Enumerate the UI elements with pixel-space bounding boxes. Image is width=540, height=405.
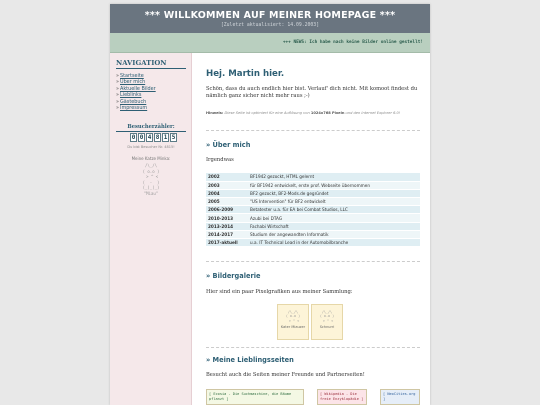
page-header (110, 4, 430, 33)
gallery-image[interactable] (311, 304, 343, 340)
nav-link-gaestebuch[interactable]: Gästebuch (120, 98, 147, 105)
cat-ascii-art: /\_/\ ( o.o ) > ^ < ( - ) (_)_(_) "Miau" (142, 163, 160, 196)
table-row (206, 214, 420, 222)
about-heading: » Über mich (206, 141, 251, 149)
favorite-links (206, 389, 420, 405)
table-row (206, 181, 420, 189)
cv-year: 2003 (206, 181, 248, 189)
news-bar (110, 33, 430, 53)
news-text: Ich habe nach keine Bilder online gestellt! (309, 40, 423, 45)
divider (206, 130, 420, 131)
navigation-list (116, 73, 156, 111)
nav-link-aktuelle-bilder[interactable]: Aktuelle Bilder (120, 85, 156, 92)
divider (206, 347, 420, 348)
main-content (200, 53, 426, 405)
counter-digit: 0 (139, 134, 144, 141)
about-subtext: Irgendwas (206, 157, 234, 163)
link-wikipedia[interactable]: [ Wikipedia - Die freie Enzyklopädie ] (317, 389, 367, 405)
cv-text: Studium der angewandten Informatik (248, 230, 420, 238)
link-ecosia[interactable]: [ Ecosia - Die Suchmaschine, die Bäume pflanzt ] (206, 389, 304, 405)
news-prefix: +++ NEWS: (282, 40, 307, 45)
cv-text: Betatester u.a. für EA bei Combat Studios, LLC (248, 206, 420, 214)
table-row (206, 173, 420, 181)
hint-text-1: Diese Seite ist optimiert für eine Auflösung von (223, 111, 311, 115)
table-row (206, 198, 420, 206)
table-row (206, 230, 420, 238)
cv-year: 2010-2013 (206, 214, 248, 222)
cv-year: 2014-2017 (206, 230, 248, 238)
gallery-subtext: Hier sind ein paar Pixelgrafiken aus meiner Sammlung: (206, 289, 353, 295)
cv-text: u.a. IT Technical Lead in der Automobilbranche (248, 239, 420, 247)
counter-digit: 8 (155, 134, 160, 141)
cv-year: 2002 (206, 173, 248, 181)
cv-text: BF2 gezockt, BF2-Mods.de gegründet (248, 189, 420, 197)
gallery-heading: » Bildergalerie (206, 272, 261, 280)
nav-item-ueber-mich[interactable]: »Über mich (116, 79, 146, 86)
image-gallery (277, 304, 343, 340)
divider (206, 261, 420, 262)
link-neocities[interactable]: [ NeoCities.org ] (380, 389, 420, 405)
cv-year: 2006-2009 (206, 206, 248, 214)
visitor-counter (130, 133, 177, 142)
cv-text: "US Intervention" für BF2 entwickelt (248, 198, 420, 206)
cv-text: für BF1942 entwickelt, erste prof. Webseite übernommen (248, 181, 420, 189)
cv-year: 2004 (206, 189, 248, 197)
gallery-image-caption: Kater Miauzer (280, 325, 306, 330)
last-updated: [Zuletzt aktualisiert: 14.09.2003] (220, 23, 320, 28)
counter-digit: 1 (163, 134, 168, 141)
cv-text: Fachabi Wirtschaft (248, 222, 420, 230)
pixel-cat-art: /\_/\ ( o.o ) > ^ < (285, 310, 301, 323)
hint-text-2: und den Internet Explorer 6.0! (344, 111, 401, 115)
nav-item-aktuelle-bilder[interactable]: »Aktuelle Bilder (116, 85, 156, 92)
counter-digit: 4 (147, 134, 152, 141)
browser-hint (206, 111, 420, 116)
links-heading: » Meine Lieblingsseiten (206, 356, 294, 364)
sidebar (110, 53, 192, 405)
nav-link-startseite[interactable]: Startseite (120, 73, 144, 79)
cv-year: 2005 (206, 198, 248, 206)
cv-text: Azubi bei DTAG (248, 214, 420, 222)
table-row (206, 189, 420, 197)
nav-link-lieblinks[interactable]: Lieblinks (120, 92, 142, 99)
nav-item-lieblinks[interactable]: »Lieblinks (116, 92, 142, 99)
cv-year: 2013-2014 (206, 222, 248, 230)
hint-label: Hinweis: (206, 111, 224, 115)
nav-link-impressum[interactable]: Impressum (120, 105, 148, 112)
hint-resolution: 1024x768 Pixeln (310, 111, 345, 115)
visitor-number-note: Du bist Besucher Nr. 4815! (127, 145, 175, 149)
cv-text: BF1942 gezockt, HTML gelernt (248, 173, 420, 181)
table-row (206, 222, 420, 230)
table-row (206, 239, 420, 247)
page-title: *** WILLKOMMEN AUF MEINER HOMEPAGE *** (144, 10, 396, 21)
nav-link-ueber-mich[interactable]: Über mich (120, 79, 146, 86)
intro-text: Schön, dass du auch endlich hier bist. Verlauf' dich nicht. Mit komoot findest du nämlich ganz sicher nicht mehr raus ;-) (206, 86, 418, 99)
pixel-cat-art: /\_/\ ( o.o ) > ^ < (319, 310, 335, 323)
table-row (206, 206, 420, 214)
nav-item-gaestebuch[interactable]: »Gästebuch (116, 98, 147, 105)
navigation-heading: NAVIGATION (116, 59, 186, 69)
visitor-counter-heading: Besucherzähler: (116, 124, 186, 132)
cv-table (206, 173, 420, 247)
gallery-image-caption: Schnurri (319, 325, 335, 330)
links-subtext: Besucht auch die Seiten meiner Freunde und Partnerseiten! (206, 372, 365, 378)
counter-digit: 5 (171, 134, 176, 141)
greeting-heading: Hej. Martin hier. (206, 69, 285, 79)
nav-item-startseite[interactable]: »Startseite (116, 73, 144, 79)
cv-year: 2017-aktuell (206, 239, 248, 247)
homepage-container (110, 4, 430, 405)
news-ticker (283, 40, 423, 45)
counter-digit: 0 (131, 134, 136, 141)
gallery-image[interactable] (277, 304, 309, 340)
nav-item-impressum[interactable]: »Impressum (116, 105, 148, 112)
cat-caption: Meine Katze Minka: (131, 156, 171, 161)
